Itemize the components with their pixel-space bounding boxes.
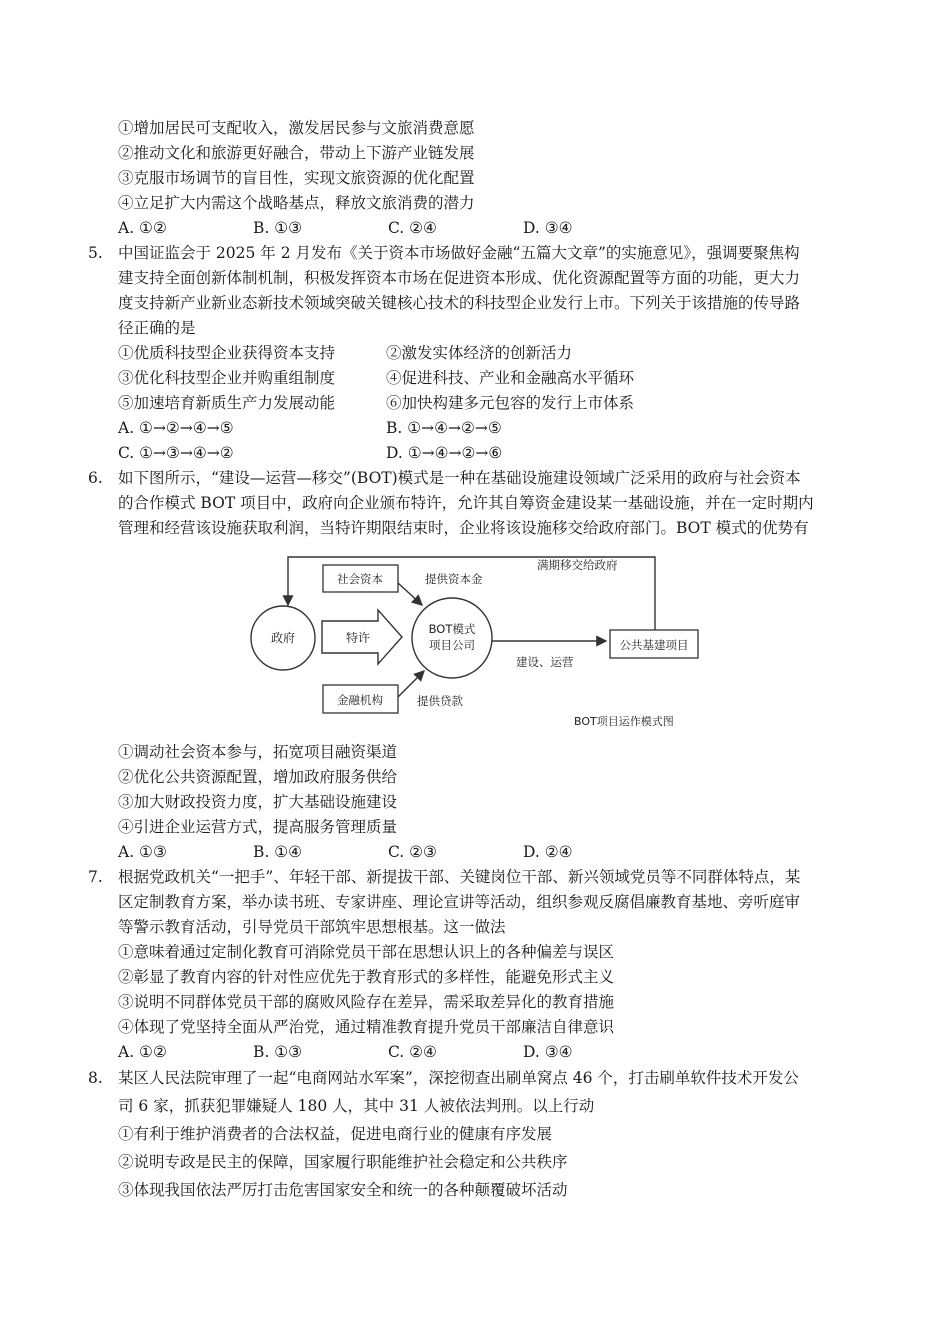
transfer-label: 满期移交给政府 bbox=[537, 558, 618, 572]
q5-answer-a[interactable]: A. ①→②→④→⑤ bbox=[118, 419, 234, 437]
q5-answer-b[interactable]: B. ①→④→②→⑤ bbox=[386, 419, 502, 437]
q6-answers bbox=[118, 842, 658, 862]
q5-items-row bbox=[118, 393, 654, 413]
q6-answer-d[interactable]: D. ②④ bbox=[523, 843, 573, 861]
q8-option-3: ③体现我国依法严厉打击危害国家安全和统一的各种颠覆破坏活动 bbox=[118, 1181, 568, 1199]
q5-item: ④促进科技、产业和金融高水平循环 bbox=[386, 369, 635, 387]
q5-item: ⑥加快构建多元包容的发行上市体系 bbox=[386, 394, 635, 412]
q5-item: ①优质科技型企业获得资本支持 bbox=[118, 344, 336, 362]
diagram-caption: BOT项目运作模式图 bbox=[574, 715, 674, 728]
q5-stem-line: 中国证监会于 2025 年 2 月发布《关于资本市场做好金融“五篇大文章”的实施意见》，强调要聚焦构 bbox=[118, 244, 800, 262]
q6-option-1: ①调动社会资本参与，拓宽项目融资渠道 bbox=[118, 743, 398, 761]
social-capital-label: 社会资本 bbox=[337, 572, 383, 586]
financial-label: 金融机构 bbox=[337, 693, 383, 707]
q6-option-3: ③加大财政投资力度，扩大基础设施建设 bbox=[118, 793, 398, 811]
company-label-1: BOT模式 bbox=[428, 622, 476, 636]
q7-answer-b[interactable]: B. ①③ bbox=[253, 1043, 303, 1061]
q6-answer-c[interactable]: C. ②③ bbox=[388, 843, 437, 861]
q6-option-4: ④引进企业运营方式，提高服务管理质量 bbox=[118, 818, 398, 836]
franchise-label: 特许 bbox=[345, 631, 371, 645]
q4-option-4: ④立足扩大内需这个战略基点，释放文旅消费的潜力 bbox=[118, 194, 475, 212]
loan-label: 提供贷款 bbox=[417, 694, 463, 708]
q5-stem-line: 径正确的是 bbox=[118, 319, 196, 337]
q7-stem-line: 区定制教育方案，举办读书班、专家讲座、理论宣讲等活动，组织参观反腐倡廉教育基地、旁听庭审 bbox=[118, 893, 801, 911]
q5-answers-row bbox=[118, 418, 654, 438]
q5-item: ②激发实体经济的创新活力 bbox=[386, 344, 573, 362]
q6-number: 6. bbox=[88, 469, 103, 487]
q4-answer-d[interactable]: D. ③④ bbox=[523, 219, 573, 237]
q4-option-1: ①增加居民可支配收入，激发居民参与文旅消费意愿 bbox=[118, 119, 475, 137]
q8-stem-line: 司 6 家，抓获犯罪嫌疑人 180 人，其中 31 人被依法判刑。以上行动 bbox=[118, 1097, 595, 1115]
q6-stem-line: 如下图所示，“建设—运营—移交”(BOT)模式是一种在基础设施建设领域广泛采用的政府与社会资本 bbox=[118, 469, 801, 487]
q6-option-2: ②优化公共资源配置，增加政府服务供给 bbox=[118, 768, 398, 786]
q7-answer-a[interactable]: A. ①② bbox=[118, 1043, 167, 1061]
q7-option-1: ①意味着通过定制化教育可消除党员干部在思想认识上的各种偏差与误区 bbox=[118, 943, 615, 961]
q7-stem-line: 等警示教育活动，引导党员干部筑牢思想根基。这一做法 bbox=[118, 918, 506, 936]
q8-number: 8. bbox=[88, 1069, 103, 1087]
build-label: 建设、运营 bbox=[516, 655, 574, 669]
q8-stem-line: 某区人民法院审理了一起“电商网站水军案”，深挖彻查出刷单窝点 46 个，打击刷单软件技术开发公 bbox=[118, 1069, 799, 1087]
q5-stem-line: 建支持全面创新体制机制，积极发挥资本市场在促进资本形成、优化资源配置等方面的功能，更大力 bbox=[118, 269, 801, 287]
bot-diagram bbox=[240, 545, 720, 735]
q6-stem-line: 管理和经营该设施获取利润，当特许期限结束时，企业将该设施移交给政府部门。BOT 模式的优势有 bbox=[118, 519, 809, 537]
q7-option-3: ③说明不同群体党员干部的腐败风险存在差异，需采取差异化的教育措施 bbox=[118, 993, 615, 1011]
capital-label: 提供资本金 bbox=[425, 572, 483, 586]
q4-answer-c[interactable]: C. ②④ bbox=[388, 219, 437, 237]
q7-option-2: ②彰显了教育内容的针对性应优先于教育形式的多样性，能避免形式主义 bbox=[118, 968, 615, 986]
government-label: 政府 bbox=[270, 631, 296, 645]
q4-answer-b[interactable]: B. ①③ bbox=[253, 219, 303, 237]
q7-answer-c[interactable]: C. ②④ bbox=[388, 1043, 437, 1061]
q7-answer-d[interactable]: D. ③④ bbox=[523, 1043, 573, 1061]
capital-arrow bbox=[398, 583, 422, 605]
q5-items-row bbox=[118, 368, 654, 388]
q5-stem-line: 度支持新产业新业态新技术领域突破关键核心技术的科技型企业发行上市。下列关于该措施的传导路 bbox=[118, 294, 801, 312]
company-label-2: 项目公司 bbox=[429, 638, 475, 652]
q5-answer-d[interactable]: D. ①→④→②→⑥ bbox=[386, 444, 503, 462]
q6-answer-a[interactable]: A. ①③ bbox=[118, 843, 167, 861]
q4-answer-a[interactable]: A. ①② bbox=[118, 219, 167, 237]
q5-answers-row bbox=[118, 443, 654, 463]
q5-answer-c[interactable]: C. ①→③→④→② bbox=[118, 444, 234, 462]
q5-items-row bbox=[118, 343, 654, 363]
q4-option-2: ②推动文化和旅游更好融合，带动上下游产业链发展 bbox=[118, 144, 475, 162]
q7-option-4: ④体现了党坚持全面从严治党，通过精准教育提升党员干部廉洁自律意识 bbox=[118, 1018, 615, 1036]
project-label: 公共基建项目 bbox=[619, 638, 689, 652]
q5-item: ⑤加速培育新质生产力发展动能 bbox=[118, 394, 336, 412]
q6-answer-b[interactable]: B. ①④ bbox=[253, 843, 303, 861]
q5-item: ③优化科技型企业并购重组制度 bbox=[118, 369, 336, 387]
q7-stem-line: 根据党政机关“一把手”、年轻干部、新提拔干部、关键岗位干部、新兴领域党员等不同群体特点，某 bbox=[118, 868, 801, 886]
q6-stem-line: 的合作模式 BOT 项目中，政府向企业颁布特许，允许其自筹资金建设某一基础设施，并在一定时期内 bbox=[118, 494, 814, 512]
q4-answers bbox=[118, 218, 658, 238]
q8-option-1: ①有利于维护消费者的合法权益，促进电商行业的健康有序发展 bbox=[118, 1125, 553, 1143]
q5-number: 5. bbox=[88, 244, 103, 262]
q7-number: 7. bbox=[88, 868, 103, 886]
q4-option-3: ③克服市场调节的盲目性，实现文旅资源的优化配置 bbox=[118, 169, 475, 187]
q7-answers bbox=[118, 1042, 658, 1062]
q8-option-2: ②说明专政是民主的保障，国家履行职能维护社会稳定和公共秩序 bbox=[118, 1153, 568, 1171]
